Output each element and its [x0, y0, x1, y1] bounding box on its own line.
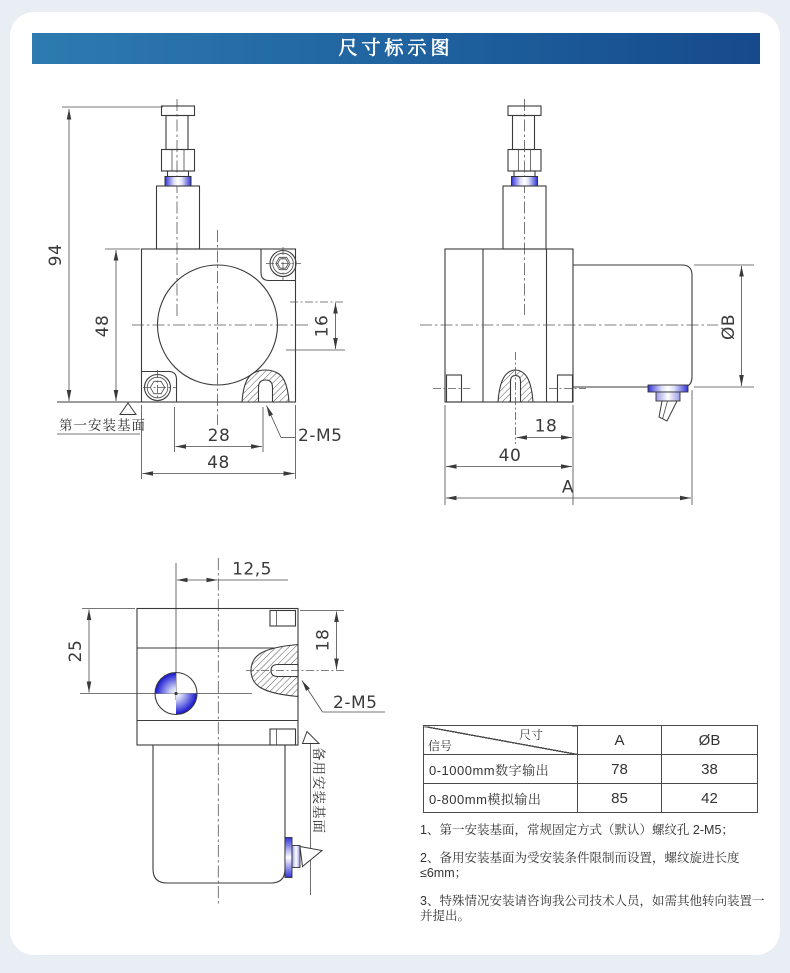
cable-drum-housing	[573, 265, 692, 387]
thread-label-front: 2-M5	[298, 426, 343, 446]
page-title: 尺寸标示图	[338, 38, 454, 59]
header-col-b: ØB	[662, 726, 758, 755]
connector-side	[648, 385, 688, 421]
dim-body-width: 48	[207, 453, 230, 473]
spec-table	[423, 725, 758, 813]
dim-thread-offset: 18	[313, 628, 334, 652]
drum-housing-top-view	[153, 745, 285, 883]
wire-outlet-plunger	[157, 106, 200, 249]
thread-label-top: 2-M5	[333, 693, 378, 713]
blue-bushing-band-side	[512, 177, 538, 187]
dim-hole-spacing: 28	[207, 426, 231, 446]
mounting-surface-flag-front	[120, 403, 136, 415]
cell-b-2: 42	[662, 784, 758, 813]
table-row	[424, 784, 758, 813]
dim-body-depth: 40	[498, 446, 522, 466]
cell-b-1: 38	[662, 755, 758, 784]
mounting-surface-flag-backup	[303, 732, 320, 744]
table-row	[424, 755, 758, 784]
cell-signal-1: 0-1000mm数字输出	[424, 755, 578, 784]
dim-cable-offset: 16	[312, 314, 333, 338]
m5-thread-slot-front	[259, 380, 273, 402]
dim-thread-to-edge: 18	[534, 416, 558, 437]
dim-drum-diameter: ØB	[719, 313, 739, 341]
dim-total-depth: A	[561, 477, 575, 498]
note-1: 1、第一安装基面，常规固定方式（默认）螺纹孔 2-M5；	[420, 823, 734, 837]
dim-total-height: 94	[46, 243, 66, 267]
header-col-a: A	[578, 726, 662, 755]
backup-mounting-surface-label: 备用安装基面	[311, 747, 326, 834]
front-view-drawing	[46, 99, 345, 479]
dim-hole-offset: 25	[66, 639, 86, 663]
connector-top-view	[285, 838, 322, 878]
dim-body-height: 48	[93, 314, 113, 338]
mount-tab-top	[270, 611, 296, 627]
first-mounting-surface-label: 第一安装基面	[59, 418, 146, 433]
header-signal-label: 信号	[428, 739, 453, 753]
side-view-drawing	[420, 99, 754, 505]
note-3: 3、特殊情况安装请咨询我公司技术人员，如需其他转向装置一并提出。	[420, 894, 765, 923]
blue-bushing-band	[165, 177, 191, 187]
cell-a-2: 85	[578, 784, 662, 813]
wire-exit-datum-circle	[155, 673, 197, 715]
cell-signal-2: 0-800mm模拟输出	[424, 784, 578, 813]
cell-a-1: 78	[578, 755, 662, 784]
header-dim-label: 尺寸	[518, 728, 543, 742]
spec-table-header-row	[424, 726, 758, 755]
note-2: 2、备用安装基面为受安装条件限制而设置，螺纹旋进长度≤6mm；	[420, 851, 740, 880]
mount-tab-bottom	[270, 729, 296, 745]
table-corner-cell	[424, 726, 578, 755]
top-view-drawing	[66, 558, 385, 905]
installation-notes	[420, 823, 772, 937]
corner-screw-bottom-left	[143, 370, 177, 402]
dim-wire-offset: 12,5	[232, 559, 272, 580]
